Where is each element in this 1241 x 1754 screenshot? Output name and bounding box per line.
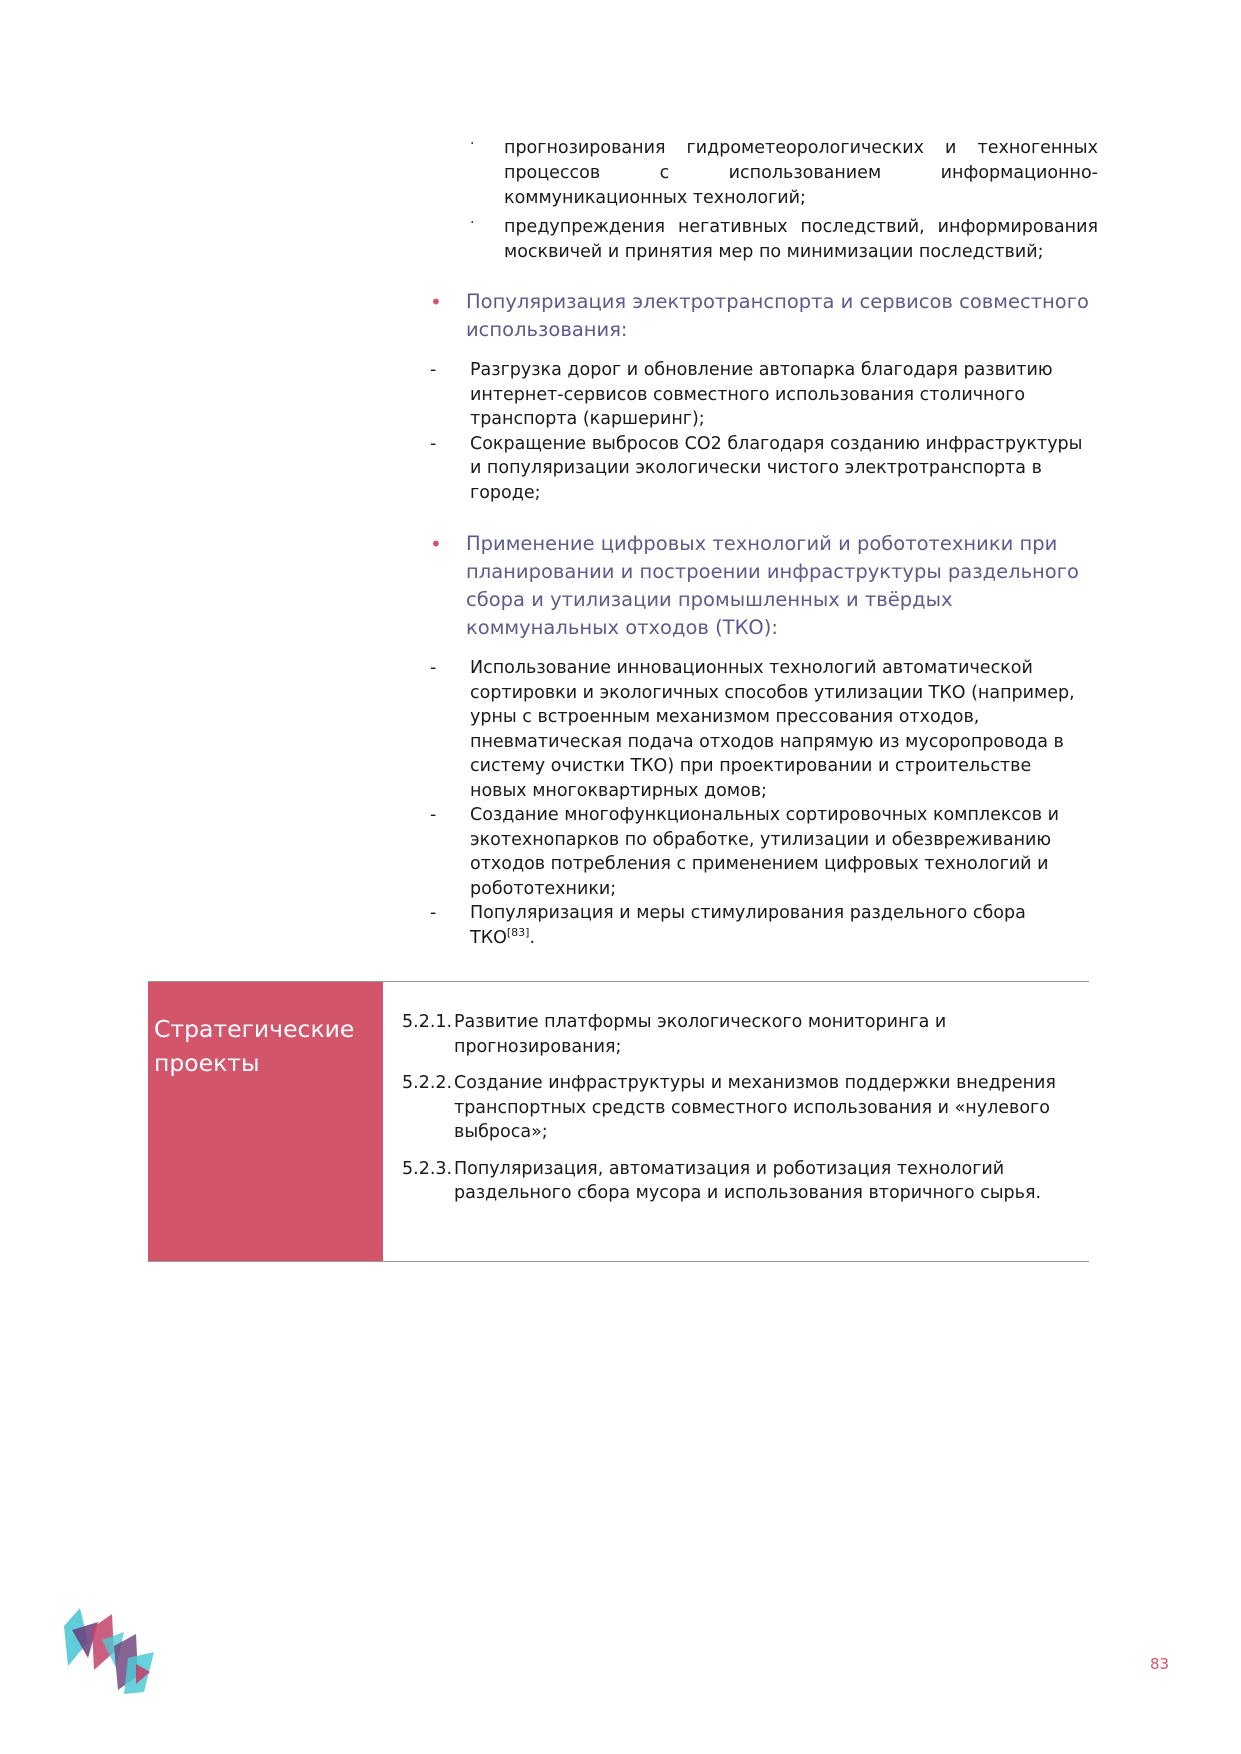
project-item [402,1010,1082,1059]
section-heading-text: Популяризация электротранспорта и сервисов совместного использования: [466,290,1089,341]
list-item-text: предупреждения негативных последствий, информирования москвичей и принятия мер по минимизации последствий; [504,217,1098,262]
strategic-projects-label-cell [148,982,383,1261]
project-number: 5.2.1. [402,1012,453,1032]
dash-list [430,656,1090,950]
strategic-projects-label: Стратегические проекты [154,1015,355,1077]
list-item [430,901,1090,950]
list-item [430,432,1090,506]
heading-bullet: • [430,290,442,314]
list-item-tail: . [529,927,536,948]
dash-marker: - [430,903,437,923]
list-item-text: прогнозирования гидрометеорологических и техногенных процессов с использованием информационно-коммуникационных технологий; [504,138,1098,208]
project-item [402,1071,1082,1145]
page-number: 83 [1150,1655,1170,1673]
dash-marker: - [430,805,437,825]
list-item-text: Популяризация и меры стимулирования раздельного сбора ТКО [470,903,1026,948]
heading-bullet: • [430,532,442,556]
project-text: Популяризация, автоматизация и роботизация технологий раздельного сбора мусора и использования вторичного сырья. [454,1158,1042,1203]
dash-marker: - [430,433,437,454]
bullet-dot: · [470,215,475,231]
project-item [402,1157,1082,1206]
footnote-reference[interactable]: [83] [506,925,530,939]
list-item-text: Создание многофункциональных сортировочных комплексов и экотехнопарков по обработке, утилизации и обезвреживанию отходов потребления с применением цифровых технологий и робототехники; [470,805,1059,899]
strategic-projects-table [148,981,1089,1262]
section-heading [430,530,1090,642]
section-electric-transport [430,288,1090,505]
list-item-text: Разгрузка дорог и обновление автопарка благодаря развитию интернет-сервисов совместного использования столичного транспорта (каршеринг); [470,360,1053,429]
monitoring-sublist [470,136,1098,269]
project-text: Создание инфраструктуры и механизмов поддержки внедрения транспортных средств совместного использования и «нулевого выброса»; [454,1073,1056,1142]
dash-list [430,358,1090,505]
section-heading-text: Применение цифровых технологий и робототехники при планировании и построении инфраструктуры раздельного сбора и утилизации промышленных и твёрдых коммунальных отходов (ТКО): [466,532,1079,639]
section-waste-technologies [430,530,1090,950]
dash-marker: - [430,360,437,380]
dash-marker: - [430,658,437,678]
project-number: 5.2.2. [402,1073,453,1093]
section-heading [430,288,1090,344]
list-item [470,136,1098,211]
list-item [470,215,1098,265]
brand-logo-icon [58,1606,160,1696]
list-item-text: Использование инновационных технологий автоматической сортировки и экологичных способов утилизации ТКО (например, урны с встроенным механизмом прессования отходов, пневматическая подача отходов напрямую из мусоропровода в систему очистки ТКО) при проектировании и строительстве новых многоквартирных домов; [470,658,1075,801]
list-item-text: Сокращение выбросов СО2 благодаря созданию инфраструктуры и популяризации экологически чистого электротранспорта в городе; [470,433,1083,503]
strategic-projects-list [402,1010,1082,1218]
bullet-dot: · [470,136,475,152]
list-item [430,358,1090,432]
project-number: 5.2.3. [402,1158,453,1179]
list-item [430,656,1090,803]
list-item [430,803,1090,901]
project-text: Развитие платформы экологического мониторинга и прогнозирования; [454,1012,947,1057]
